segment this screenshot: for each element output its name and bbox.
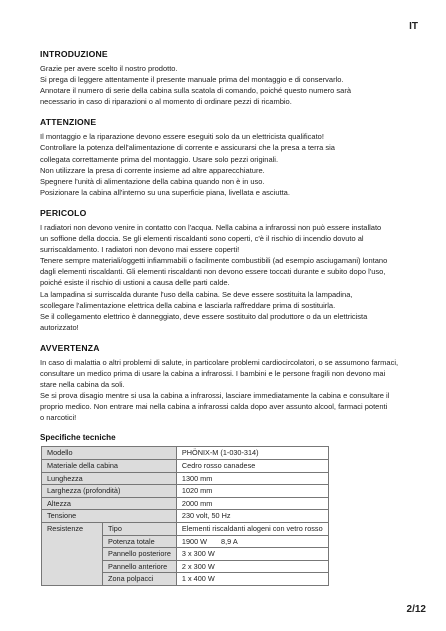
text-line: stare nella cabina da soli. — [40, 380, 125, 390]
spec-value: 1 x 400 W — [176, 573, 328, 586]
text-line: Controllare la potenza dell'alimentazione di corrente e assicurarsi che la presa a terra sia — [40, 143, 335, 153]
section-title-avvertenza: AVVERTENZA — [40, 342, 100, 353]
spec-value: 1020 mm — [176, 485, 328, 498]
specs-title: Specifiche tecniche — [40, 433, 116, 443]
spec-label: Larghezza (profondità) — [42, 485, 177, 498]
spec-value: 230 volt, 50 Hz — [176, 510, 328, 523]
language-code: IT — [409, 21, 418, 32]
text-line: Posizionare la cabina all'interno su una superficie piana, livellata e asciutta. — [40, 187, 290, 197]
power-value: 1900 W — [181, 536, 208, 546]
paragraph-introduzione — [40, 63, 410, 107]
spec-sublabel: Tipo — [103, 523, 177, 536]
spec-value — [176, 535, 328, 548]
text-line: proprio medico. Non entrare mai nella cabina a infrarossi calda dopo aver assunto alcool, farmaci potenti — [40, 402, 388, 412]
text-line: Non utilizzare la presa di corrente insieme ad altre apparecchiature. — [40, 165, 265, 175]
text-line: Annotare il numero di serie della cabina sulla scatola di comando, poiché questo numero sarà — [40, 86, 352, 96]
spec-value: 3 x 300 W — [176, 548, 328, 561]
spec-label: Altezza — [42, 497, 177, 510]
table-row — [42, 510, 329, 523]
table-row — [42, 485, 329, 498]
spec-label: Modello — [42, 447, 177, 460]
page-number: 2/12 — [406, 604, 426, 615]
spec-label: Materiale della cabina — [42, 460, 177, 473]
text-line: Spegnere l'unità di alimentazione della cabina quando non è in uso. — [40, 176, 265, 186]
text-line: Se si prova disagio mentre si usa la cabina a infrarossi, lasciare immediatamente la cabina e consultare il — [40, 391, 390, 401]
spec-value: Elementi riscaldanti alogeni con vetro rosso — [176, 523, 328, 536]
text-line: Tenere sempre materiali/oggetti infiammabili o facilmente combustibili (ad esempio asciugamani) lontano — [40, 256, 388, 266]
text-line: un soffione della doccia. Se gli elementi riscaldanti sono coperti, c'è il rischio di incendio dovuto al — [40, 234, 364, 244]
table-row — [42, 523, 329, 536]
text-line: autorizzato! — [40, 322, 79, 332]
current-value: 8,9 A — [221, 536, 238, 546]
text-line: I radiatori non devono venire in contatto con l'acqua. Nella cabina a infrarossi non può essere installato — [40, 222, 382, 232]
spec-sublabel: Potenza totale — [103, 535, 177, 548]
text-line: In caso di malattia o altri problemi di salute, in particolare problemi cardiocircolatori, o se assumono farmaci, — [40, 357, 399, 367]
text-line: Il montaggio e la riparazione devono essere eseguiti solo da un elettricista qualificato! — [40, 132, 324, 142]
text-line: collegata correttamente prima del montaggio. Usare solo pezzi originali. — [40, 154, 279, 164]
text-line: Grazie per avere scelto il nostro prodotto. — [40, 64, 178, 73]
spec-sublabel: Zona polpacci — [103, 573, 177, 586]
spec-sublabel: Pannello posteriore — [103, 548, 177, 561]
text-line: poiché esiste il rischio di ustioni a causa delle parti calde. — [40, 278, 230, 288]
text-line: dagli elementi riscaldanti. Gli elementi riscaldanti non devono essere toccati durante e subito dopo l'uso, — [40, 267, 386, 277]
specs-table — [41, 446, 329, 586]
text-line: Se il collegamento elettrico è danneggiato, deve essere sostituito dal produttore o da un elettricista — [40, 311, 368, 321]
text-line: Si prega di leggere attentamente il presente manuale prima del montaggio e di conservarlo. — [40, 75, 344, 85]
spec-value: 1300 mm — [176, 472, 328, 485]
table-row — [42, 460, 329, 473]
section-title-introduzione: INTRODUZIONE — [40, 49, 108, 59]
section-title-attenzione: ATTENZIONE — [40, 117, 97, 128]
spec-value: Cedro rosso canadese — [176, 460, 328, 473]
paragraph-avvertenza — [40, 357, 410, 424]
spec-label-resistenze: Resistenze — [42, 523, 103, 586]
spec-value: 2000 mm — [176, 497, 328, 510]
text-line: necessario in caso di riparazioni o al momento di ordinare pezzi di ricambio. — [40, 97, 292, 107]
spec-value: PHÖNIX-M (1-030-314) — [176, 447, 328, 460]
spec-value: 2 x 300 W — [176, 560, 328, 573]
paragraph-pericolo — [40, 222, 410, 333]
section-title-pericolo: PERICOLO — [40, 207, 87, 218]
manual-content — [40, 49, 410, 586]
spec-label: Tensione — [42, 510, 177, 523]
table-row — [42, 447, 329, 460]
text-line: o narcotici! — [40, 413, 77, 423]
text-line: surriscaldamento. I radiatori non devono mai essere coperti! — [40, 245, 240, 255]
table-row — [42, 497, 329, 510]
table-row — [42, 472, 329, 485]
paragraph-attenzione — [40, 131, 410, 198]
spec-label: Lunghezza — [42, 472, 177, 485]
text-line: La lampadina si surriscalda durante l'uso della cabina. Se deve essere sostituita la lampadina, — [40, 289, 353, 299]
text-line: consultare un medico prima di usare la cabina a infrarossi. I bambini e le persone fragili non devono mai — [40, 368, 386, 378]
text-line: scollegare l'alimentazione elettrica della cabina e lasciarla raffreddare prima di sostituirla. — [40, 300, 336, 310]
spec-sublabel: Pannello anteriore — [103, 560, 177, 573]
